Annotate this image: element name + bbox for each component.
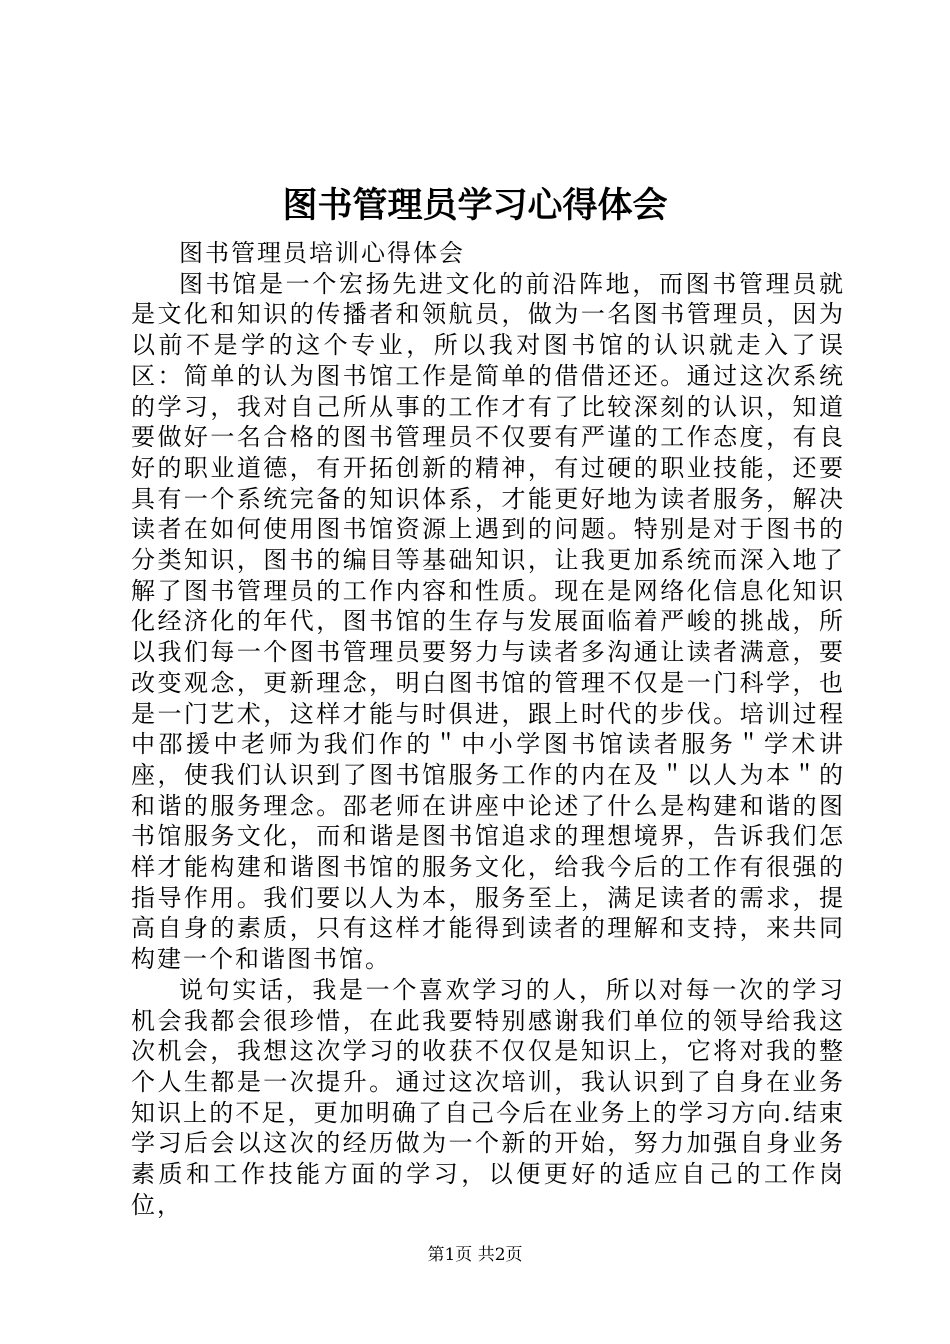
document-body bbox=[131, 238, 845, 1221]
document-title: 图书管理员学习心得体会 bbox=[282, 185, 668, 226]
page-number-footer: 第1页 共2页 bbox=[427, 1245, 523, 1265]
subtitle-paragraph: 图书管理员培训心得体会 bbox=[179, 239, 465, 267]
body-paragraph: 说句实话，我是一个喜欢学习的人，所以对每一次的学习机会我都会很珍惜，在此我要特别感谢我们单位的领导给我这次机会，我想这次学习的收获不仅仅是知识上，它将对我的整个人生都是一次提升。通过这次培训，我认识到了自身在业务知识上的不足，更加明确了自己今后在业务上的学习方向.结束学习后会以这次的经历做为一个新的开始，努力加强自身业务素质和工作技能方面的学习，以便更好的适应自己的工作岗位， bbox=[131, 975, 845, 1219]
body-paragraph: 图书馆是一个宏扬先进文化的前沿阵地，而图书管理员就是文化和知识的传播者和领航员，做为一名图书管理员，因为以前不是学的这个专业，所以我对图书馆的认识就走入了误区：简单的认为图书馆工作是简单的借借还还。通过这次系统的学习，我对自己所从事的工作才有了比较深刻的认识，知道要做好一名合格的图书管理员不仅要有严谨的工作态度，有良好的职业道德，有开拓创新的精神，有过硬的职业技能，还要具有一个系统完备的知识体系，才能更好地为读者服务，解决读者在如何使用图书馆资源上遇到的问题。特别是对于图书的分类知识，图书的编目等基础知识，让我更加系统而深入地了解了图书管理员的工作内容和性质。现在是网络化信息化知识化经济化的年代，图书馆的生存与发展面临着严峻的挑战，所以我们每一个图书管理员要努力与读者多沟通让读者满意，要改变观念，更新理念，明白图书馆的管理不仅是一门科学，也是一门艺术，这样才能与时俱进，跟上时代的步伐。培训过程中邵援中老师为我们作的＂中小学图书馆读者服务＂学术讲座，使我们认识到了图书馆服务工作的内在及＂以人为本＂的和谐的服务理念。邵老师在讲座中论述了什么是构建和谐的图书馆服务文化，而和谐是图书馆追求的理想境界，告诉我们怎样才能构建和谐图书馆的服务文化，给我今后的工作有很强的指导作用。我们要以人为本，服务至上，满足读者的需求，提高自身的素质，只有这样才能得到读者的理解和支持，来共同构建一个和谐图书馆。 bbox=[131, 269, 845, 974]
